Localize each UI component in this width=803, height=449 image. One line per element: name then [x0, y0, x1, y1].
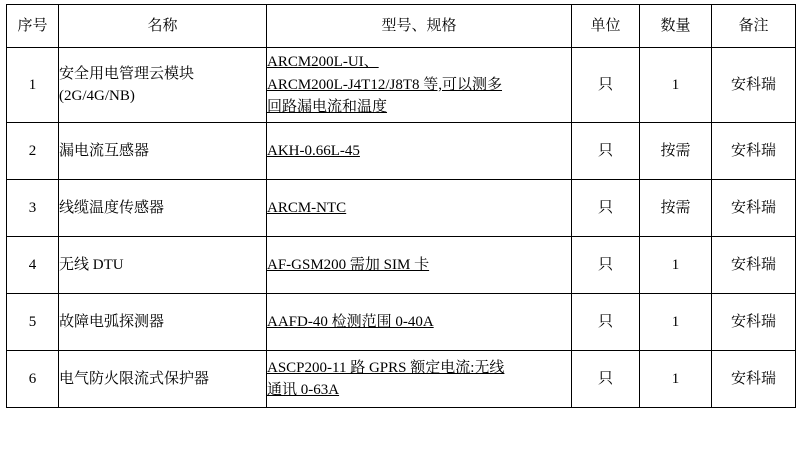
row-model-line: AAFD-40 检测范围 0-40A	[267, 313, 434, 330]
row-name-line: 电气防火限流式保护器	[59, 370, 210, 387]
row-no: 3	[7, 180, 59, 237]
table-row	[7, 48, 796, 123]
row-model	[267, 237, 572, 294]
row-unit: 只	[572, 123, 640, 180]
column-header-quantity: 数量	[640, 5, 712, 48]
row-model	[267, 48, 572, 123]
row-no: 1	[7, 48, 59, 123]
row-name	[59, 351, 267, 408]
row-name-line: 无线 DTU	[59, 256, 124, 273]
row-note: 安科瑞	[712, 180, 796, 237]
row-model-line: AF-GSM200 需加 SIM 卡	[267, 256, 430, 273]
column-header-note: 备注	[712, 5, 796, 48]
row-name-line: 故障电弧探测器	[59, 313, 165, 330]
row-no: 5	[7, 294, 59, 351]
row-quantity: 1	[640, 237, 712, 294]
row-no: 4	[7, 237, 59, 294]
row-note: 安科瑞	[712, 294, 796, 351]
row-model-line: ARCM200L-UI、	[267, 54, 379, 71]
row-quantity: 1	[640, 48, 712, 123]
row-name-line: 线缆温度传感器	[59, 199, 165, 216]
table-row	[7, 123, 796, 180]
row-quantity: 1	[640, 294, 712, 351]
table-row	[7, 351, 796, 408]
table-row	[7, 237, 796, 294]
row-unit: 只	[572, 294, 640, 351]
row-name-line: 安全用电管理云模块	[59, 65, 195, 82]
row-model	[267, 294, 572, 351]
table-row	[7, 294, 796, 351]
row-name	[59, 180, 267, 237]
column-header-name: 名称	[59, 5, 267, 48]
row-unit: 只	[572, 237, 640, 294]
row-no: 6	[7, 351, 59, 408]
column-header-model: 型号、规格	[267, 5, 572, 48]
row-quantity: 按需	[640, 123, 712, 180]
row-model	[267, 351, 572, 408]
row-no: 2	[7, 123, 59, 180]
row-name-line: (2G/4G/NB)	[59, 88, 135, 104]
row-note: 安科瑞	[712, 123, 796, 180]
row-unit: 只	[572, 48, 640, 123]
table-row	[7, 180, 796, 237]
column-header-no: 序号	[7, 5, 59, 48]
row-unit: 只	[572, 351, 640, 408]
row-model-line: AKH-0.66L-45	[267, 142, 360, 159]
row-model-line: 回路漏电流和温度	[267, 99, 388, 116]
row-note: 安科瑞	[712, 351, 796, 408]
row-model	[267, 180, 572, 237]
row-name	[59, 48, 267, 123]
table-header-row	[7, 5, 796, 48]
row-name	[59, 294, 267, 351]
row-note: 安科瑞	[712, 237, 796, 294]
table-body	[7, 48, 796, 408]
row-model-line: 通讯 0-63A	[267, 382, 340, 398]
row-quantity: 按需	[640, 180, 712, 237]
table-header	[7, 5, 796, 48]
row-model	[267, 123, 572, 180]
row-note: 安科瑞	[712, 48, 796, 123]
row-model-line: ARCM200L-J4T12/J8T8 等,可以测多	[267, 76, 503, 93]
specification-table	[6, 4, 796, 408]
row-quantity: 1	[640, 351, 712, 408]
row-name	[59, 237, 267, 294]
column-header-unit: 单位	[572, 5, 640, 48]
row-name	[59, 123, 267, 180]
row-model-line: ASCP200-11 路 GPRS 额定电流:无线	[267, 359, 505, 376]
row-unit: 只	[572, 180, 640, 237]
row-model-line: ARCM-NTC	[267, 199, 347, 216]
row-name-line: 漏电流互感器	[59, 142, 150, 159]
